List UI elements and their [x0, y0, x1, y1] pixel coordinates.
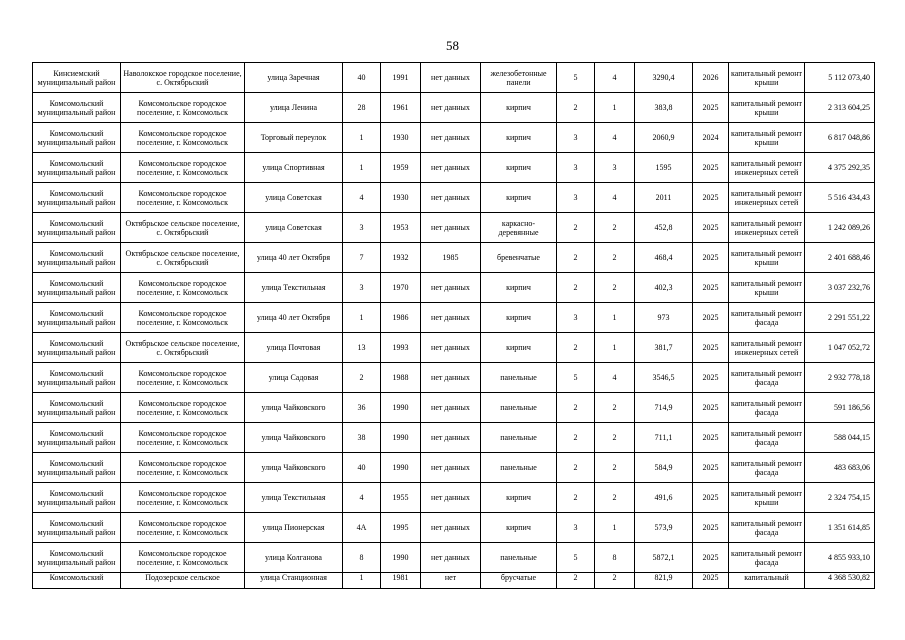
street-cell: улица Садовая: [245, 363, 343, 393]
wall-material-cell: панельные: [481, 453, 557, 483]
area-cell: 381,7: [635, 333, 693, 363]
work-type-cell: капитальный ремонт фасада: [729, 363, 805, 393]
overhaul-year-cell: нет данных: [421, 303, 481, 333]
entrances-cell: 4: [595, 363, 635, 393]
settlement-cell: Наволокское городское поселение, с. Октябрьский: [121, 63, 245, 93]
house-number-cell: 38: [343, 423, 381, 453]
entrances-cell: 3: [595, 153, 635, 183]
area-cell: 468,4: [635, 243, 693, 273]
cost-cell: 1 047 052,72: [805, 333, 875, 363]
plan-year-cell: 2025: [693, 363, 729, 393]
house-number-cell: 1: [343, 303, 381, 333]
work-type-cell: капитальный ремонт крыши: [729, 243, 805, 273]
house-number-cell: 13: [343, 333, 381, 363]
area-cell: 3546,5: [635, 363, 693, 393]
work-type-cell: капитальный ремонт инженерных сетей: [729, 213, 805, 243]
work-type-cell: капитальный ремонт фасада: [729, 303, 805, 333]
table-row: [33, 123, 875, 153]
cost-cell: 2 932 778,18: [805, 363, 875, 393]
work-type-cell: капитальный ремонт инженерных сетей: [729, 333, 805, 363]
municipal-district-cell: Комсомольский муниципальный район: [33, 513, 121, 543]
wall-material-cell: кирпич: [481, 183, 557, 213]
plan-year-cell: 2025: [693, 243, 729, 273]
floors-cell: 2: [557, 573, 595, 589]
floors-cell: 3: [557, 123, 595, 153]
street-cell: улица Ленина: [245, 93, 343, 123]
floors-cell: 2: [557, 243, 595, 273]
floors-cell: 3: [557, 183, 595, 213]
settlement-cell: Комсомольское городское поселение, г. Комсомольск: [121, 93, 245, 123]
house-number-cell: 8: [343, 543, 381, 573]
table-row: [33, 453, 875, 483]
cost-cell: 4 368 530,82: [805, 573, 875, 589]
entrances-cell: 2: [595, 453, 635, 483]
build-year-cell: 1953: [381, 213, 421, 243]
floors-cell: 5: [557, 63, 595, 93]
area-cell: 5872,1: [635, 543, 693, 573]
municipal-district-cell: Комсомольский: [33, 573, 121, 589]
municipal-district-cell: Комсомольский муниципальный район: [33, 123, 121, 153]
municipal-district-cell: Комсомольский муниципальный район: [33, 93, 121, 123]
build-year-cell: 1995: [381, 513, 421, 543]
cost-cell: 588 044,15: [805, 423, 875, 453]
settlement-cell: Комсомольское городское поселение, г. Комсомольск: [121, 183, 245, 213]
overhaul-year-cell: нет данных: [421, 363, 481, 393]
overhaul-year-cell: нет: [421, 573, 481, 589]
build-year-cell: 1961: [381, 93, 421, 123]
wall-material-cell: железобетонные панели: [481, 63, 557, 93]
street-cell: улица Спортивная: [245, 153, 343, 183]
build-year-cell: 1955: [381, 483, 421, 513]
entrances-cell: 2: [595, 483, 635, 513]
floors-cell: 3: [557, 513, 595, 543]
settlement-cell: Комсомольское городское поселение, г. Комсомольск: [121, 273, 245, 303]
street-cell: улица Советская: [245, 183, 343, 213]
municipal-district-cell: Комсомольский муниципальный район: [33, 363, 121, 393]
municipal-district-cell: Кинсиемский муниципальный район: [33, 63, 121, 93]
cost-cell: 483 683,06: [805, 453, 875, 483]
municipal-district-cell: Комсомольский муниципальный район: [33, 273, 121, 303]
floors-cell: 3: [557, 303, 595, 333]
street-cell: улица Колганова: [245, 543, 343, 573]
municipal-district-cell: Комсомольский муниципальный район: [33, 213, 121, 243]
entrances-cell: 2: [595, 213, 635, 243]
street-cell: улица 40 лет Октября: [245, 243, 343, 273]
area-cell: 2011: [635, 183, 693, 213]
street-cell: улица Почтовая: [245, 333, 343, 363]
work-type-cell: капитальный ремонт крыши: [729, 93, 805, 123]
house-number-cell: 1: [343, 153, 381, 183]
housing-register-table: [32, 62, 875, 589]
settlement-cell: Комсомольское городское поселение, г. Комсомольск: [121, 363, 245, 393]
entrances-cell: 2: [595, 423, 635, 453]
entrances-cell: 2: [595, 273, 635, 303]
floors-cell: 2: [557, 93, 595, 123]
area-cell: 973: [635, 303, 693, 333]
municipal-district-cell: Комсомольский муниципальный район: [33, 183, 121, 213]
area-cell: 573,9: [635, 513, 693, 543]
street-cell: улица Текстильная: [245, 483, 343, 513]
table-row: [33, 393, 875, 423]
cost-cell: 5 112 073,40: [805, 63, 875, 93]
overhaul-year-cell: нет данных: [421, 543, 481, 573]
settlement-cell: Комсомольское городское поселение, г. Комсомольск: [121, 423, 245, 453]
floors-cell: 2: [557, 483, 595, 513]
wall-material-cell: кирпич: [481, 333, 557, 363]
entrances-cell: 1: [595, 93, 635, 123]
wall-material-cell: панельные: [481, 543, 557, 573]
house-number-cell: 40: [343, 453, 381, 483]
work-type-cell: капитальный ремонт фасада: [729, 453, 805, 483]
plan-year-cell: 2025: [693, 483, 729, 513]
municipal-district-cell: Комсомольский муниципальный район: [33, 303, 121, 333]
table-row: [33, 363, 875, 393]
overhaul-year-cell: нет данных: [421, 153, 481, 183]
area-cell: 3290,4: [635, 63, 693, 93]
overhaul-year-cell: нет данных: [421, 63, 481, 93]
work-type-cell: капитальный ремонт фасада: [729, 393, 805, 423]
build-year-cell: 1990: [381, 543, 421, 573]
work-type-cell: капитальный ремонт крыши: [729, 273, 805, 303]
street-cell: улица Советская: [245, 213, 343, 243]
settlement-cell: Комсомольское городское поселение, г. Комсомольск: [121, 303, 245, 333]
wall-material-cell: бревенчатые: [481, 243, 557, 273]
plan-year-cell: 2025: [693, 453, 729, 483]
street-cell: улица Станционная: [245, 573, 343, 589]
settlement-cell: Комсомольское городское поселение, г. Комсомольск: [121, 483, 245, 513]
area-cell: 711,1: [635, 423, 693, 453]
floors-cell: 2: [557, 333, 595, 363]
table-row: [33, 93, 875, 123]
table-row: [33, 183, 875, 213]
plan-year-cell: 2025: [693, 183, 729, 213]
overhaul-year-cell: нет данных: [421, 273, 481, 303]
settlement-cell: Подозерское сельское: [121, 573, 245, 589]
street-cell: улица Чайковского: [245, 393, 343, 423]
work-type-cell: капитальный: [729, 573, 805, 589]
settlement-cell: Комсомольское городское поселение, г. Комсомольск: [121, 543, 245, 573]
floors-cell: 5: [557, 543, 595, 573]
area-cell: 821,9: [635, 573, 693, 589]
wall-material-cell: кирпич: [481, 153, 557, 183]
house-number-cell: 4А: [343, 513, 381, 543]
municipal-district-cell: Комсомольский муниципальный район: [33, 333, 121, 363]
floors-cell: 2: [557, 453, 595, 483]
page-number: 58: [446, 38, 459, 53]
table-row: [33, 213, 875, 243]
entrances-cell: 8: [595, 543, 635, 573]
plan-year-cell: 2025: [693, 303, 729, 333]
table-row: [33, 243, 875, 273]
table-row: [33, 423, 875, 453]
build-year-cell: 1990: [381, 393, 421, 423]
area-cell: 2060,9: [635, 123, 693, 153]
work-type-cell: капитальный ремонт крыши: [729, 483, 805, 513]
overhaul-year-cell: нет данных: [421, 183, 481, 213]
area-cell: 452,8: [635, 213, 693, 243]
table-row: [33, 303, 875, 333]
settlement-cell: Комсомольское городское поселение, г. Комсомольск: [121, 513, 245, 543]
plan-year-cell: 2025: [693, 333, 729, 363]
area-cell: 714,9: [635, 393, 693, 423]
overhaul-year-cell: нет данных: [421, 513, 481, 543]
settlement-cell: Октябрьское сельское поселение, с. Октябрьский: [121, 213, 245, 243]
entrances-cell: 1: [595, 333, 635, 363]
plan-year-cell: 2025: [693, 213, 729, 243]
work-type-cell: капитальный ремонт крыши: [729, 63, 805, 93]
plan-year-cell: 2026: [693, 63, 729, 93]
wall-material-cell: панельные: [481, 423, 557, 453]
wall-material-cell: кирпич: [481, 483, 557, 513]
street-cell: улица Текстильная: [245, 273, 343, 303]
municipal-district-cell: Комсомольский муниципальный район: [33, 393, 121, 423]
wall-material-cell: брусчатые: [481, 573, 557, 589]
overhaul-year-cell: нет данных: [421, 453, 481, 483]
overhaul-year-cell: нет данных: [421, 423, 481, 453]
floors-cell: 2: [557, 393, 595, 423]
cost-cell: 4 375 292,35: [805, 153, 875, 183]
build-year-cell: 1959: [381, 153, 421, 183]
municipal-district-cell: Комсомольский муниципальный район: [33, 543, 121, 573]
plan-year-cell: 2025: [693, 423, 729, 453]
house-number-cell: 3: [343, 213, 381, 243]
cost-cell: 3 037 232,76: [805, 273, 875, 303]
street-cell: улица Пионерская: [245, 513, 343, 543]
settlement-cell: Комсомольское городское поселение, г. Комсомольск: [121, 393, 245, 423]
build-year-cell: 1981: [381, 573, 421, 589]
build-year-cell: 1990: [381, 453, 421, 483]
table-row: [33, 513, 875, 543]
plan-year-cell: 2025: [693, 513, 729, 543]
settlement-cell: Октябрьское сельское поселение, с. Октябрьский: [121, 243, 245, 273]
floors-cell: 2: [557, 213, 595, 243]
work-type-cell: капитальный ремонт инженерных сетей: [729, 153, 805, 183]
overhaul-year-cell: 1985: [421, 243, 481, 273]
wall-material-cell: панельные: [481, 393, 557, 423]
build-year-cell: 1988: [381, 363, 421, 393]
entrances-cell: 1: [595, 303, 635, 333]
municipal-district-cell: Комсомольский муниципальный район: [33, 243, 121, 273]
settlement-cell: Комсомольское городское поселение, г. Комсомольск: [121, 153, 245, 183]
entrances-cell: 1: [595, 513, 635, 543]
build-year-cell: 1993: [381, 333, 421, 363]
build-year-cell: 1930: [381, 123, 421, 153]
work-type-cell: капитальный ремонт фасада: [729, 423, 805, 453]
work-type-cell: капитальный ремонт крыши: [729, 123, 805, 153]
house-number-cell: 2: [343, 363, 381, 393]
cost-cell: 591 186,56: [805, 393, 875, 423]
build-year-cell: 1990: [381, 423, 421, 453]
municipal-district-cell: Комсомольский муниципальный район: [33, 153, 121, 183]
build-year-cell: 1932: [381, 243, 421, 273]
cost-cell: 1 242 089,26: [805, 213, 875, 243]
wall-material-cell: каркасно-деревянные: [481, 213, 557, 243]
municipal-district-cell: Комсомольский муниципальный район: [33, 453, 121, 483]
plan-year-cell: 2025: [693, 153, 729, 183]
overhaul-year-cell: нет данных: [421, 393, 481, 423]
table-row: [33, 63, 875, 93]
work-type-cell: капитальный ремонт фасада: [729, 543, 805, 573]
settlement-cell: Комсомольское городское поселение, г. Комсомольск: [121, 123, 245, 153]
area-cell: 1595: [635, 153, 693, 183]
build-year-cell: 1986: [381, 303, 421, 333]
table-row: [33, 273, 875, 303]
house-number-cell: 1: [343, 573, 381, 589]
house-number-cell: 40: [343, 63, 381, 93]
entrances-cell: 2: [595, 243, 635, 273]
area-cell: 383,8: [635, 93, 693, 123]
entrances-cell: 4: [595, 123, 635, 153]
entrances-cell: 4: [595, 183, 635, 213]
table-row: [33, 573, 875, 589]
house-number-cell: 3: [343, 273, 381, 303]
table-row: [33, 543, 875, 573]
floors-cell: 5: [557, 363, 595, 393]
overhaul-year-cell: нет данных: [421, 483, 481, 513]
wall-material-cell: кирпич: [481, 513, 557, 543]
plan-year-cell: 2025: [693, 393, 729, 423]
wall-material-cell: кирпич: [481, 303, 557, 333]
work-type-cell: капитальный ремонт инженерных сетей: [729, 183, 805, 213]
overhaul-year-cell: нет данных: [421, 93, 481, 123]
wall-material-cell: кирпич: [481, 93, 557, 123]
overhaul-year-cell: нет данных: [421, 123, 481, 153]
work-type-cell: капитальный ремонт фасада: [729, 513, 805, 543]
build-year-cell: 1930: [381, 183, 421, 213]
build-year-cell: 1970: [381, 273, 421, 303]
table-row: [33, 153, 875, 183]
cost-cell: 6 817 048,86: [805, 123, 875, 153]
cost-cell: 2 324 754,15: [805, 483, 875, 513]
street-cell: Торговый переулок: [245, 123, 343, 153]
build-year-cell: 1991: [381, 63, 421, 93]
overhaul-year-cell: нет данных: [421, 213, 481, 243]
cost-cell: 1 351 614,85: [805, 513, 875, 543]
settlement-cell: Октябрьское сельское поселение, с. Октябрьский: [121, 333, 245, 363]
area-cell: 491,6: [635, 483, 693, 513]
house-number-cell: 1: [343, 123, 381, 153]
house-number-cell: 28: [343, 93, 381, 123]
floors-cell: 3: [557, 153, 595, 183]
house-number-cell: 7: [343, 243, 381, 273]
plan-year-cell: 2025: [693, 573, 729, 589]
floors-cell: 2: [557, 423, 595, 453]
area-cell: 402,3: [635, 273, 693, 303]
cost-cell: 2 401 688,46: [805, 243, 875, 273]
entrances-cell: 2: [595, 393, 635, 423]
municipal-district-cell: Комсомольский муниципальный район: [33, 423, 121, 453]
wall-material-cell: кирпич: [481, 273, 557, 303]
floors-cell: 2: [557, 273, 595, 303]
house-number-cell: 36: [343, 393, 381, 423]
street-cell: улица Заречная: [245, 63, 343, 93]
area-cell: 584,9: [635, 453, 693, 483]
table-row: [33, 333, 875, 363]
plan-year-cell: 2025: [693, 93, 729, 123]
cost-cell: 4 855 933,10: [805, 543, 875, 573]
street-cell: улица Чайковского: [245, 423, 343, 453]
settlement-cell: Комсомольское городское поселение, г. Комсомольск: [121, 453, 245, 483]
overhaul-year-cell: нет данных: [421, 333, 481, 363]
municipal-district-cell: Комсомольский муниципальный район: [33, 483, 121, 513]
plan-year-cell: 2025: [693, 273, 729, 303]
street-cell: улица Чайковского: [245, 453, 343, 483]
table-row: [33, 483, 875, 513]
entrances-cell: 2: [595, 573, 635, 589]
street-cell: улица 40 лет Октября: [245, 303, 343, 333]
cost-cell: 2 291 551,22: [805, 303, 875, 333]
entrances-cell: 4: [595, 63, 635, 93]
house-number-cell: 4: [343, 183, 381, 213]
plan-year-cell: 2024: [693, 123, 729, 153]
cost-cell: 2 313 604,25: [805, 93, 875, 123]
wall-material-cell: панельные: [481, 363, 557, 393]
plan-year-cell: 2025: [693, 543, 729, 573]
house-number-cell: 4: [343, 483, 381, 513]
cost-cell: 5 516 434,43: [805, 183, 875, 213]
wall-material-cell: кирпич: [481, 123, 557, 153]
